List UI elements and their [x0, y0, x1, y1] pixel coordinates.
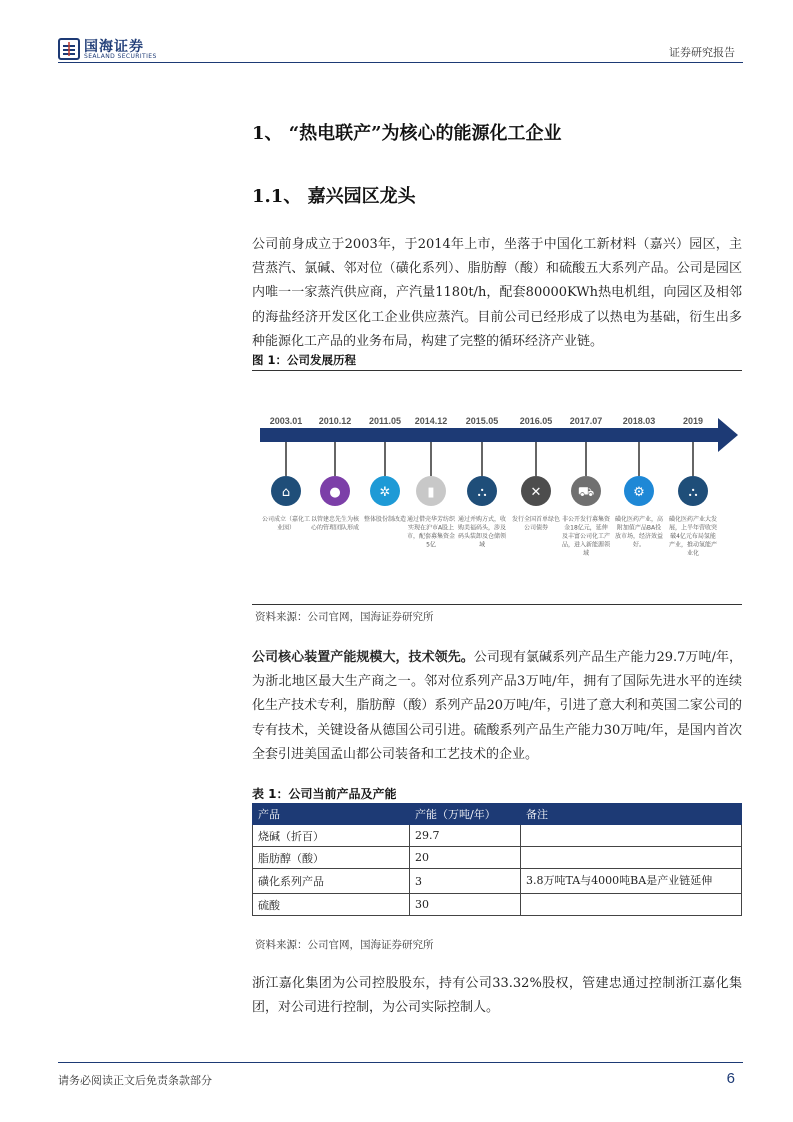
table-cell-capacity: 30	[410, 894, 521, 916]
timeline-arrow-bar	[260, 428, 720, 442]
table-cell-note	[521, 894, 742, 916]
table-header-cell: 产品	[253, 804, 410, 825]
capacity-paragraph-body: 公司现有氯碱系列产品生产能力29.7万吨/年，为浙北地区最大生产商之一。邻对位系列产品3万吨/年，拥有了国际先进水平的连续化生产技术专利，脂肪醇（酸）系列产品20万吨/年，引进了意大利和英国二家公司的专有技术，关键设备从德国公司引进。硫酸系列产品生产能力30万吨/年，是国内首次全套引进美国孟山都公司装备和工艺技术的企业。	[252, 650, 742, 762]
timeline-desc: 通过并购方式，收购美福码头，涉及码头装卸及仓储领域	[457, 516, 507, 549]
figure-source: 资料来源：公司官网，国海证券研究所	[255, 611, 434, 623]
timeline-desc: 整体股份制改造	[363, 516, 407, 523]
table-header-cell: 备注	[521, 804, 742, 825]
capacity-paragraph	[252, 646, 742, 767]
figure-top-rule	[252, 370, 742, 371]
timeline-arrow-head	[718, 418, 738, 452]
table-row	[253, 825, 742, 847]
intro-paragraph: 公司前身成立于2003年，于2014年上市，坐落于中国化工新材料（嘉兴）园区，主营蒸汽、氯碱、邻对位（磺化系列）、脂肪醇（酸）和硫酸五大系列产品。公司是园区内唯一一家蒸汽供应商，产汽量1180t/h，配套80000KWh热电机组，向园区及相邻的海盐经济开发区化工企业供应蒸汽。目前公司已经形成了以热电为基础，衍生出多种能源化工产品的业务布局，构建了完整的循环经济产业链。	[252, 237, 742, 349]
table-cell-capacity: 3	[410, 869, 521, 894]
user-icon-glyph: ●	[329, 485, 341, 500]
table-cell-product: 硫酸	[253, 894, 410, 916]
timeline-desc: 非公开发行募集资金18亿元，延伸及丰富公司化工产品，进入新能源领域	[561, 516, 611, 557]
timeline-year: 2018.03	[622, 416, 656, 426]
sealand-logo-icon	[58, 38, 80, 60]
table-header-row	[253, 804, 742, 825]
timeline-desc: 通过借壳华芳纺织实现在沪市A股上市，配套募集资金 5亿	[406, 516, 456, 549]
org-chart-icon-glyph: ⛬	[477, 485, 487, 500]
timeline-year: 2017.07	[569, 416, 603, 426]
figure-bottom-rule	[252, 604, 742, 605]
page-number: 6	[726, 1070, 735, 1087]
table-row	[253, 847, 742, 869]
timeline-desc: 磺化医药产业，高附加值产品BA投放市场，经济效益好。	[614, 516, 664, 549]
brand-name: 国海证券	[84, 39, 144, 55]
table-cell-capacity: 29.7	[410, 825, 521, 847]
table-cell-product: 磺化系列产品	[253, 869, 410, 894]
table-cell-capacity: 20	[410, 847, 521, 869]
timeline-year: 2015.05	[465, 416, 499, 426]
network-icon-glyph: ⛬	[688, 485, 698, 500]
table-header-cell: 产能（万吨/年）	[410, 804, 521, 825]
timeline-year: 2010.12	[318, 416, 352, 426]
timeline-year: 2014.12	[414, 416, 448, 426]
footer-divider	[58, 1062, 743, 1063]
header-divider	[58, 62, 743, 63]
footer-disclaimer: 请务必阅读正文后免责条款部分	[58, 1074, 212, 1087]
section-title: 1、 “热电联产”为核心的能源化工企业	[252, 123, 562, 144]
table-cell-note	[521, 825, 742, 847]
product-capacity-table	[252, 803, 742, 916]
timeline-year: 2011.05	[368, 416, 402, 426]
timeline-desc: 以管建忠先生为核心的管理团队形成	[310, 516, 360, 532]
tools-icon-glyph: ✕	[530, 485, 542, 500]
gears-icon-glyph: ✲	[379, 485, 391, 500]
cart-icon-glyph: ⛟	[577, 485, 595, 500]
figure-caption: 图 1：公司发展历程	[252, 353, 357, 367]
table-row	[253, 894, 742, 916]
capacity-paragraph-lead: 公司核心装置产能规模大，技术领先。	[252, 650, 474, 665]
timeline-year: 2019	[682, 416, 704, 426]
shareholder-paragraph: 浙江嘉化集团为公司控股股东，持有公司33.32%股权，管建忠通过控制浙江嘉化集团，对公司进行控制，为公司实际控制人。	[252, 976, 742, 1016]
brand-name-en: SEALAND SECURITIES	[84, 53, 157, 60]
subsection-title: 1.1、 嘉兴园区龙头	[252, 186, 416, 207]
table-cell-product: 烧碱（折百）	[253, 825, 410, 847]
timeline-year: 2016.05	[519, 416, 553, 426]
company-timeline	[252, 378, 742, 603]
table-cell-note	[521, 847, 742, 869]
timeline-year: 2003.01	[269, 416, 303, 426]
table-cell-note: 3.8万吨TA与4000吨BA是产业链延伸	[521, 869, 742, 894]
timeline-desc: 发行全国首单绿色公司债券	[511, 516, 561, 532]
report-type: 证券研究报告	[669, 46, 735, 59]
home-icon-glyph: ⌂	[281, 485, 291, 500]
settings-icon-glyph: ⚙	[633, 485, 645, 500]
table-cell-product: 脂肪醇（酸）	[253, 847, 410, 869]
bar-chart-icon-glyph: ▮	[427, 485, 435, 500]
timeline-desc: 磺化医药产业大发展，上半年营收突破4亿元布局氢能产业，推动氢能产业化	[668, 516, 718, 557]
timeline-desc: 公司成立（嘉化工业园）	[261, 516, 311, 532]
table-caption: 表 1：公司当前产品及产能	[252, 787, 397, 801]
table-source: 资料来源：公司官网，国海证券研究所	[255, 939, 434, 951]
table-row	[253, 869, 742, 894]
